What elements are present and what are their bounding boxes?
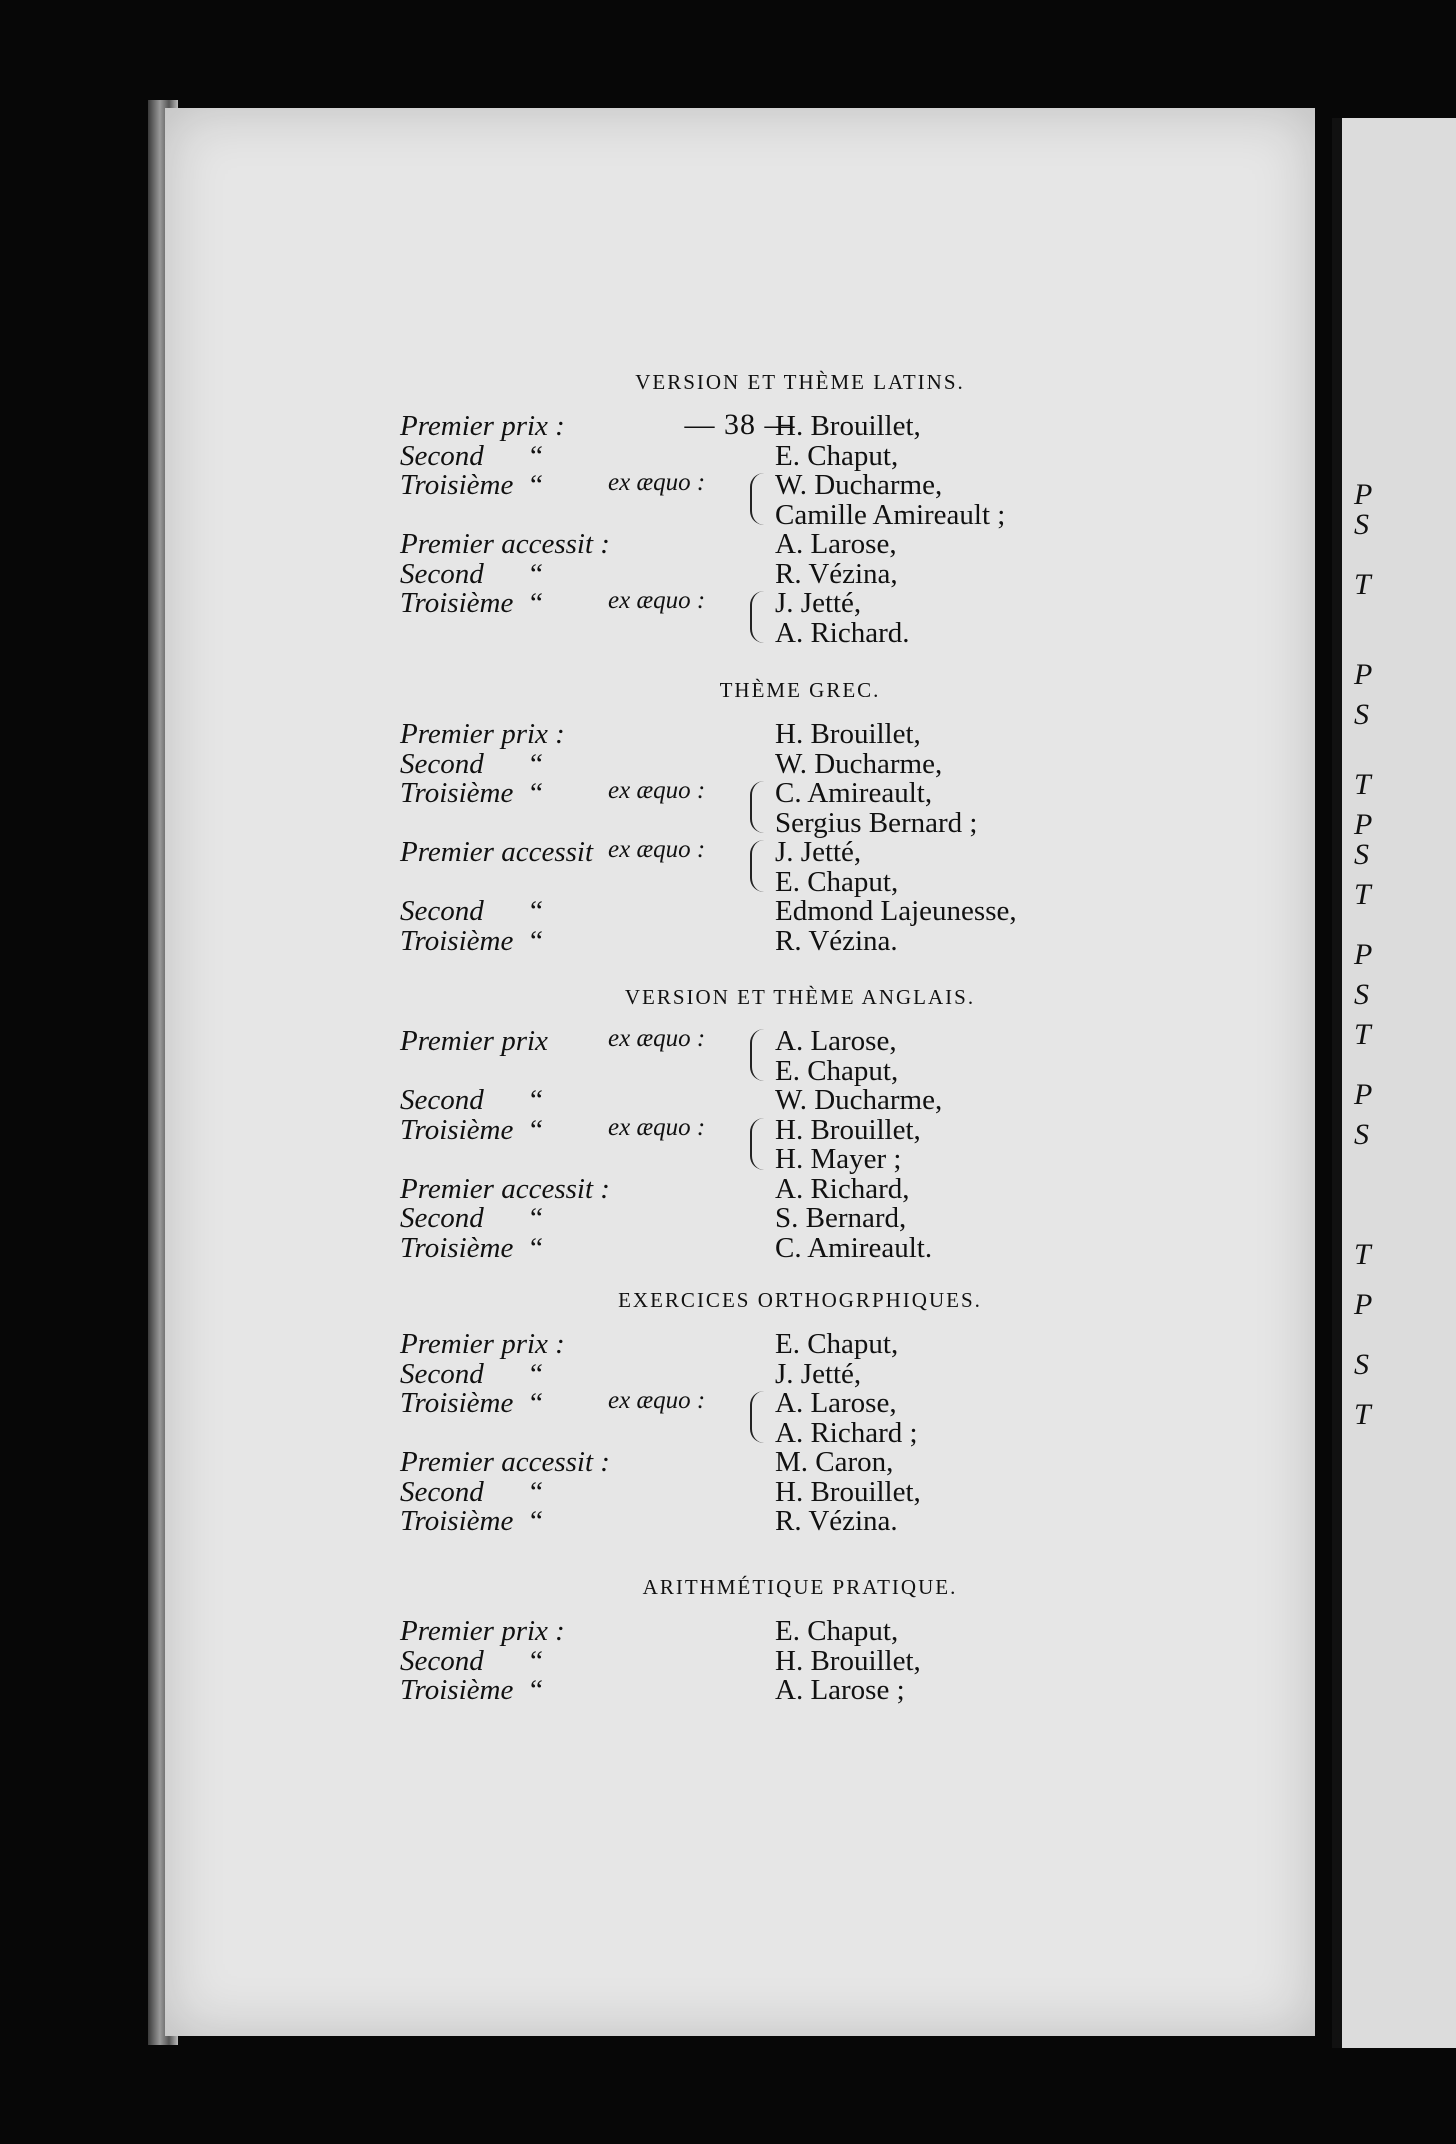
ditto-mark: “ — [530, 1644, 543, 1677]
prize-row — [0, 925, 1150, 955]
ditto-mark: “ — [530, 557, 543, 590]
ditto-mark: “ — [530, 1202, 543, 1234]
prize-row — [0, 1615, 1150, 1645]
prize-row — [0, 895, 1150, 925]
prize-row — [0, 718, 1150, 748]
prize-label: Troisième — [400, 1231, 514, 1264]
adjacent-page-fragment — [1332, 118, 1456, 2048]
ditto-mark: “ — [530, 895, 543, 927]
student-name: J. Jetté, — [775, 587, 862, 619]
ditto-mark: “ — [530, 1674, 543, 1706]
student-name: H. Brouillet, — [775, 718, 921, 750]
prize-row — [0, 1114, 1150, 1144]
prize-row — [0, 748, 1150, 778]
student-name: M. Caron, — [775, 1446, 894, 1478]
student-name: E. Chaput, — [775, 1615, 899, 1647]
prize-label: Second — [400, 1202, 484, 1234]
student-name: J. Jetté, — [775, 1357, 862, 1390]
student-name: A. Larose, — [775, 528, 897, 560]
adjacent-page-letter: P — [1354, 658, 1373, 691]
student-name: W. Ducharme, — [775, 1084, 943, 1116]
section-title: THÈME GREC. — [719, 678, 881, 702]
student-name: W. Ducharme, — [775, 747, 943, 780]
prize-row — [0, 1202, 1150, 1232]
adjacent-page-letter: S — [1354, 508, 1369, 541]
student-name: H. Brouillet, — [775, 410, 921, 442]
prize-row — [0, 1084, 1150, 1114]
student-name: Camille Amireault ; — [775, 498, 1006, 531]
prize-label: Premier accessit — [400, 836, 594, 868]
adjacent-page-letter: S — [1354, 838, 1369, 871]
student-name: H. Brouillet, — [775, 1113, 921, 1146]
ditto-mark: “ — [530, 1475, 543, 1508]
student-name: A. Richard. — [775, 616, 910, 649]
prize-label: Troisième — [400, 469, 514, 501]
student-name: Sergius Bernard ; — [775, 806, 978, 839]
ex-aequo-label: ex æquo : — [608, 469, 706, 496]
prize-label: Premier prix : — [400, 1615, 565, 1647]
adjacent-page-letter: T — [1354, 1018, 1371, 1051]
prize-label: Premier prix : — [400, 718, 565, 750]
student-name: J. Jetté, — [775, 836, 862, 868]
prize-label: Premier prix — [400, 1025, 548, 1057]
prize-row — [0, 528, 1150, 558]
prize-label: Premier prix : — [400, 1328, 565, 1360]
prize-row — [0, 499, 1150, 529]
prize-row — [0, 866, 1150, 896]
section-title: VERSION ET THÈME ANGLAIS. — [624, 985, 976, 1009]
ex-aequo-label: ex æquo : — [608, 777, 706, 804]
adjacent-page-letter: S — [1354, 1118, 1369, 1151]
prize-label: Second — [400, 747, 484, 780]
adjacent-page-letter: P — [1354, 478, 1373, 511]
student-name: R. Vézina. — [775, 1505, 898, 1537]
ditto-mark: “ — [530, 924, 543, 957]
section-title: ARITHMÉTIQUE PRATIQUE. — [642, 1575, 958, 1599]
ditto-mark: “ — [530, 439, 543, 472]
adjacent-page-letter: S — [1354, 1348, 1369, 1381]
adjacent-page-letter: P — [1354, 808, 1373, 841]
student-name: Edmond Lajeunesse, — [775, 895, 1017, 927]
prize-row — [0, 777, 1150, 807]
prize-label: Troisième — [400, 1674, 514, 1706]
prize-row — [0, 440, 1150, 470]
adjacent-page-letter: S — [1354, 698, 1369, 731]
prize-label: Premier accessit : — [400, 1446, 610, 1478]
student-name: H. Brouillet, — [775, 1644, 921, 1677]
ex-aequo-label: ex æquo : — [608, 1025, 706, 1052]
prize-row — [0, 1025, 1150, 1055]
prize-label: Premier accessit : — [400, 1172, 610, 1205]
student-name: R. Vézina. — [775, 924, 898, 957]
student-name: A. Richard, — [775, 1172, 910, 1205]
book-page — [165, 108, 1315, 2036]
student-name: S. Bernard, — [775, 1202, 907, 1234]
prize-row — [0, 1055, 1150, 1085]
student-name: H. Brouillet, — [775, 1475, 921, 1508]
ditto-mark: “ — [530, 587, 543, 619]
prize-row — [0, 1446, 1150, 1476]
ditto-mark: “ — [530, 1231, 543, 1264]
adjacent-page-letter: T — [1354, 768, 1371, 801]
ditto-mark: “ — [530, 1357, 543, 1390]
student-name: A. Larose, — [775, 1387, 897, 1419]
prize-label: Second — [400, 1644, 484, 1677]
student-name: A. Richard ; — [775, 1416, 918, 1449]
prize-row — [0, 1476, 1150, 1506]
student-name: H. Mayer ; — [775, 1143, 902, 1175]
adjacent-page-letter: T — [1354, 1238, 1371, 1271]
prize-row — [0, 1173, 1150, 1203]
prize-row — [0, 1674, 1150, 1704]
prize-label: Troisième — [400, 1387, 514, 1419]
prize-row — [0, 1387, 1150, 1417]
ditto-mark: “ — [530, 469, 543, 501]
student-name: E. Chaput, — [775, 1054, 899, 1087]
prize-row — [0, 1143, 1150, 1173]
ex-aequo-label: ex æquo : — [608, 1113, 706, 1141]
prize-label: Troisième — [400, 924, 514, 957]
adjacent-page-letter: T — [1354, 568, 1371, 601]
prize-row — [0, 836, 1150, 866]
prize-label: Troisième — [400, 587, 514, 619]
page-number: — 38 — — [684, 408, 796, 441]
student-name: E. Chaput, — [775, 865, 899, 898]
prize-row — [0, 1232, 1150, 1262]
adjacent-page-letter: T — [1354, 878, 1371, 911]
ditto-mark: “ — [530, 1505, 543, 1537]
ditto-mark: “ — [530, 1387, 543, 1419]
ex-aequo-label: ex æquo : — [608, 1387, 706, 1414]
ditto-mark: “ — [530, 1113, 543, 1146]
student-name: C. Amireault, — [775, 777, 933, 809]
student-name: W. Ducharme, — [775, 469, 943, 501]
prize-label: Premier accessit : — [400, 528, 610, 560]
prize-row — [0, 587, 1150, 617]
ex-aequo-label: ex æquo : — [608, 587, 706, 614]
prize-label: Troisième — [400, 777, 514, 809]
ditto-mark: “ — [530, 747, 543, 780]
prize-row — [0, 1645, 1150, 1675]
adjacent-page-letter: T — [1354, 1398, 1371, 1431]
prize-row — [0, 1328, 1150, 1358]
prize-label: Second — [400, 1475, 484, 1508]
prize-row — [0, 807, 1150, 837]
prize-label: Second — [400, 557, 484, 590]
student-name: A. Larose ; — [775, 1674, 905, 1706]
adjacent-page-letter: P — [1354, 1288, 1373, 1321]
ex-aequo-label: ex æquo : — [608, 836, 706, 863]
student-name: E. Chaput, — [775, 439, 899, 472]
prize-row — [0, 1358, 1150, 1388]
adjacent-page-letter: P — [1354, 938, 1373, 971]
student-name: A. Larose, — [775, 1025, 897, 1057]
prize-row — [0, 1417, 1150, 1447]
prize-label: Premier prix : — [400, 410, 565, 442]
prize-label: Troisième — [400, 1113, 514, 1146]
section-title: EXERCICES ORTHOGRPHIQUES. — [618, 1288, 982, 1312]
student-name: R. Vézina, — [775, 557, 898, 590]
student-name: E. Chaput, — [775, 1328, 899, 1360]
section-title: VERSION ET THÈME LATINS. — [635, 370, 965, 394]
prize-label: Second — [400, 895, 484, 927]
adjacent-page-letter: S — [1354, 978, 1369, 1011]
prize-label: Second — [400, 1357, 484, 1390]
prize-label: Second — [400, 439, 484, 472]
prize-row — [0, 558, 1150, 588]
prize-row — [0, 617, 1150, 647]
prize-label: Second — [400, 1084, 484, 1116]
student-name: C. Amireault. — [775, 1231, 933, 1264]
prize-row — [0, 410, 1150, 440]
prize-row — [0, 469, 1150, 499]
prize-row — [0, 1505, 1150, 1535]
ditto-mark: “ — [530, 1084, 543, 1116]
ditto-mark: “ — [530, 777, 543, 809]
adjacent-page-letter: P — [1354, 1078, 1373, 1111]
prize-label: Troisième — [400, 1505, 514, 1537]
